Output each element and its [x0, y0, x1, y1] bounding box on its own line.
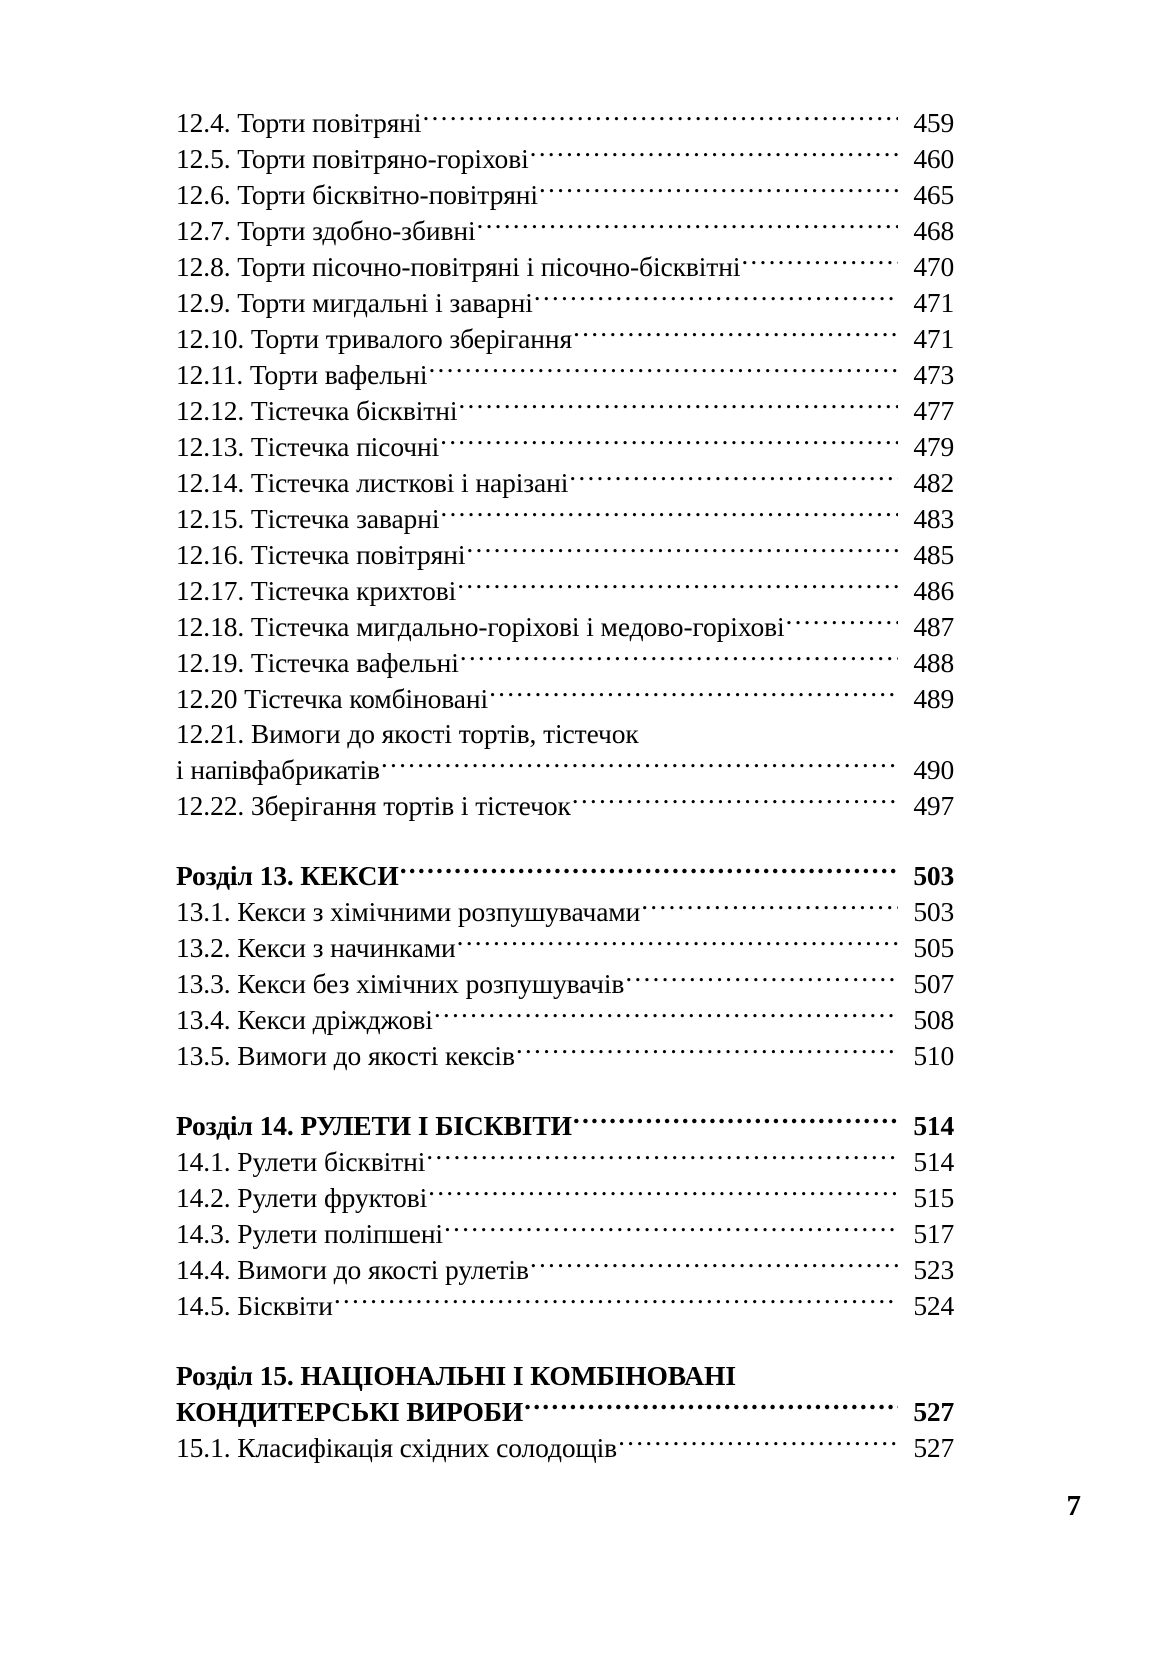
toc-entry[interactable]: [176, 284, 954, 320]
toc-block-gap: [176, 1074, 954, 1108]
toc-dot-leader: [426, 1144, 898, 1172]
toc-dot-leader: [572, 788, 898, 816]
toc-block-chapter-12-continued: [176, 104, 954, 824]
toc-entry-label: 12.20 Тістечка комбіновані: [176, 682, 489, 714]
toc-entry-page-number: 524: [913, 1290, 954, 1321]
toc-entry-label: 13.2. Кекси з начинками: [176, 932, 456, 963]
toc-entry[interactable]: [176, 176, 954, 212]
toc-entry[interactable]: [176, 752, 954, 788]
toc-entry-page-number: 468: [913, 214, 954, 246]
toc-chapter-entry[interactable]: [176, 1393, 954, 1429]
toc-entry-label: 12.8. Торти пісочно-повітряні і пісочно-бісквітні: [176, 250, 741, 282]
toc-entry-page-number: 487: [913, 610, 954, 642]
toc-entry[interactable]: [176, 572, 954, 608]
toc-entry-page-number: 489: [913, 682, 954, 714]
toc-entry-label: 12.21. Вимоги до якості тортів, тістечок: [176, 718, 639, 749]
page-folio: 7: [1066, 1490, 1081, 1522]
toc-entry-label: 14.1. Рулети бісквітні: [176, 1146, 426, 1177]
toc-entry-page-number: 497: [913, 790, 954, 821]
toc-entry-page-number: 490: [913, 754, 954, 785]
toc-entry[interactable]: [176, 392, 954, 428]
toc-dot-leader: [434, 1002, 898, 1030]
toc-dot-leader: [440, 428, 898, 456]
toc-dot-leader: [530, 1252, 898, 1280]
toc-entry-page-number: 477: [913, 394, 954, 426]
toc-entry-label: 14.2. Рулети фруктові: [176, 1182, 428, 1213]
toc-entry-page-number: 488: [913, 646, 954, 678]
toc-entry[interactable]: [176, 608, 954, 644]
toc-dot-leader: [381, 752, 898, 780]
table-of-contents: [176, 104, 954, 1465]
toc-entry-label: 13.3. Кекси без хімічних розпушувачів: [176, 968, 625, 999]
toc-dot-leader: [530, 140, 898, 168]
toc-entry[interactable]: [176, 1144, 954, 1180]
toc-entry-page-number: 514: [913, 1146, 954, 1177]
toc-entry-page-number: 503: [913, 860, 954, 891]
toc-dot-leader: [440, 500, 898, 528]
toc-entry-label: 12.15. Тістечка заварні: [176, 502, 440, 534]
toc-entry-label: 12.16. Тістечка повітряні: [176, 538, 466, 570]
toc-dot-leader: [786, 608, 898, 636]
toc-chapter-entry[interactable]: [176, 1358, 954, 1394]
toc-entry-label: 13.4. Кекси дріжджові: [176, 1004, 433, 1035]
toc-entry[interactable]: [176, 356, 954, 392]
toc-dot-leader: [400, 858, 898, 886]
toc-dot-leader: [625, 966, 898, 994]
toc-block-gap: [176, 824, 954, 858]
toc-entry[interactable]: [176, 536, 954, 572]
toc-entry-label: 12.5. Торти повітряно-горіхові: [176, 142, 529, 174]
toc-entry-label: і напівфабрикатів: [176, 754, 380, 785]
toc-entry-page-number: 527: [913, 1431, 954, 1463]
toc-entry-label: 12.7. Торти здобно-збивні: [176, 214, 476, 246]
toc-entry-label: 12.10. Торти тривалого зберігання: [176, 322, 573, 354]
toc-entry-page-number: 465: [913, 178, 954, 210]
toc-dot-leader: [457, 572, 898, 600]
toc-dot-leader: [569, 464, 898, 492]
toc-entry-page-number: 510: [913, 1040, 954, 1071]
toc-entry-page-number: 471: [913, 322, 954, 354]
toc-entry-label: 12.14. Тістечка листкові і нарізані: [176, 466, 569, 498]
toc-entry[interactable]: [176, 1038, 954, 1074]
toc-entry-label: 12.19. Тістечка вафельні: [176, 646, 459, 678]
toc-dot-leader: [741, 248, 898, 276]
toc-entry[interactable]: [176, 966, 954, 1002]
toc-entry[interactable]: [176, 320, 954, 356]
toc-entry-label: 14.5. Бісквіти: [176, 1290, 333, 1321]
toc-block-chapter-14: [176, 1108, 954, 1324]
toc-entry[interactable]: [176, 716, 954, 752]
toc-dot-leader: [466, 536, 898, 564]
toc-entry-page-number: 507: [913, 968, 954, 999]
toc-entry-page-number: 479: [913, 430, 954, 462]
toc-dot-leader: [641, 894, 898, 922]
toc-entry[interactable]: [176, 788, 954, 824]
toc-entry-page-number: 515: [913, 1182, 954, 1213]
toc-entry-label: 13.1. Кекси з хімічними розпушувачами: [176, 896, 641, 927]
toc-entry[interactable]: [176, 894, 954, 930]
toc-entry-page-number: 514: [913, 1110, 954, 1141]
toc-dot-leader: [618, 1429, 898, 1457]
toc-dot-leader: [422, 104, 898, 132]
toc-dot-leader: [534, 284, 898, 312]
toc-entry[interactable]: [176, 428, 954, 464]
toc-dot-leader: [524, 1393, 898, 1421]
toc-entry-page-number: 486: [913, 574, 954, 606]
toc-dot-leader: [458, 392, 898, 420]
toc-entry[interactable]: [176, 1252, 954, 1288]
toc-dot-leader: [444, 1216, 898, 1244]
toc-entry-label: 12.18. Тістечка мигдально-горіхові і медово-горіхові: [176, 610, 785, 642]
toc-entry[interactable]: [176, 644, 954, 680]
toc-entry-label: 14.4. Вимоги до якості рулетів: [176, 1254, 529, 1285]
toc-entry[interactable]: [176, 680, 954, 716]
toc-entry-page-number: 470: [913, 250, 954, 282]
toc-entry-label: Розділ 15. НАЦІОНАЛЬНІ І КОМБІНОВАНІ: [176, 1359, 736, 1391]
toc-dot-leader: [457, 930, 898, 958]
toc-dot-leader: [573, 320, 898, 348]
toc-entry-label: 14.3. Рулети поліпшені: [176, 1218, 443, 1249]
toc-entry[interactable]: [176, 1429, 954, 1465]
toc-entry-page-number: 505: [913, 932, 954, 963]
toc-entry-page-number: 471: [913, 286, 954, 318]
toc-entry[interactable]: [176, 1216, 954, 1252]
toc-dot-leader: [516, 1038, 898, 1066]
toc-entry[interactable]: [176, 1002, 954, 1038]
toc-block-chapter-15: [176, 1358, 954, 1466]
toc-entry-label: 12.22. Зберігання тортів і тістечок: [176, 790, 571, 821]
toc-entry-page-number: 460: [913, 142, 954, 174]
toc-entry[interactable]: [176, 104, 954, 140]
toc-dot-leader: [573, 1108, 898, 1136]
toc-block-chapter-13: [176, 858, 954, 1074]
toc-chapter-entry[interactable]: [176, 858, 954, 894]
toc-entry-label: 12.13. Тістечка пісочні: [176, 430, 440, 462]
toc-entry-page-number: 517: [913, 1218, 954, 1249]
toc-dot-leader: [539, 176, 898, 204]
toc-entry[interactable]: [176, 930, 954, 966]
toc-entry-label: 15.1. Класифікація східних солодощів: [176, 1431, 618, 1463]
toc-entry-page-number: 503: [913, 896, 954, 927]
toc-entry-label: 13.5. Вимоги до якості кексів: [176, 1040, 515, 1071]
toc-entry-label: КОНДИТЕРСЬКІ ВИРОБИ: [176, 1395, 524, 1427]
toc-chapter-entry[interactable]: [176, 1108, 954, 1144]
toc-entry-label: 12.4. Торти повітряні: [176, 106, 422, 138]
toc-entry-label: Розділ 13. КЕКСИ: [176, 860, 399, 891]
toc-dot-leader: [334, 1288, 898, 1316]
toc-dot-leader: [477, 212, 899, 240]
toc-entry-label: 12.17. Тістечка крихтові: [176, 574, 457, 606]
toc-entry[interactable]: [176, 248, 954, 284]
toc-entry[interactable]: [176, 1180, 954, 1216]
toc-entry-page-number: 459: [913, 106, 954, 138]
toc-entry[interactable]: [176, 140, 954, 176]
toc-entry-label: 12.9. Торти мигдальні і заварні: [176, 286, 533, 318]
toc-entry[interactable]: [176, 1288, 954, 1324]
toc-dot-leader: [428, 356, 898, 384]
toc-entry-label: 12.11. Торти вафельні: [176, 358, 428, 390]
toc-entry-label: 12.12. Тістечка бісквітні: [176, 394, 458, 426]
toc-entry-page-number: 508: [913, 1004, 954, 1035]
toc-entry-page-number: 473: [913, 358, 954, 390]
toc-entry[interactable]: [176, 464, 954, 500]
toc-entry[interactable]: [176, 212, 954, 248]
toc-dot-leader: [428, 1180, 898, 1208]
toc-dot-leader: [460, 644, 898, 672]
toc-block-gap: [176, 1324, 954, 1358]
toc-entry-label: Розділ 14. РУЛЕТИ І БІСКВІТИ: [176, 1110, 572, 1141]
toc-entry-page-number: 523: [913, 1254, 954, 1285]
toc-entry-page-number: 483: [913, 502, 954, 534]
toc-entry-page-number: 482: [913, 466, 954, 498]
toc-entry-page-number: 485: [913, 538, 954, 570]
toc-entry-page-number: 527: [913, 1395, 954, 1427]
toc-dot-leader: [489, 680, 898, 708]
toc-entry-label: 12.6. Торти бісквітно-повітряні: [176, 178, 538, 210]
toc-entry[interactable]: [176, 500, 954, 536]
